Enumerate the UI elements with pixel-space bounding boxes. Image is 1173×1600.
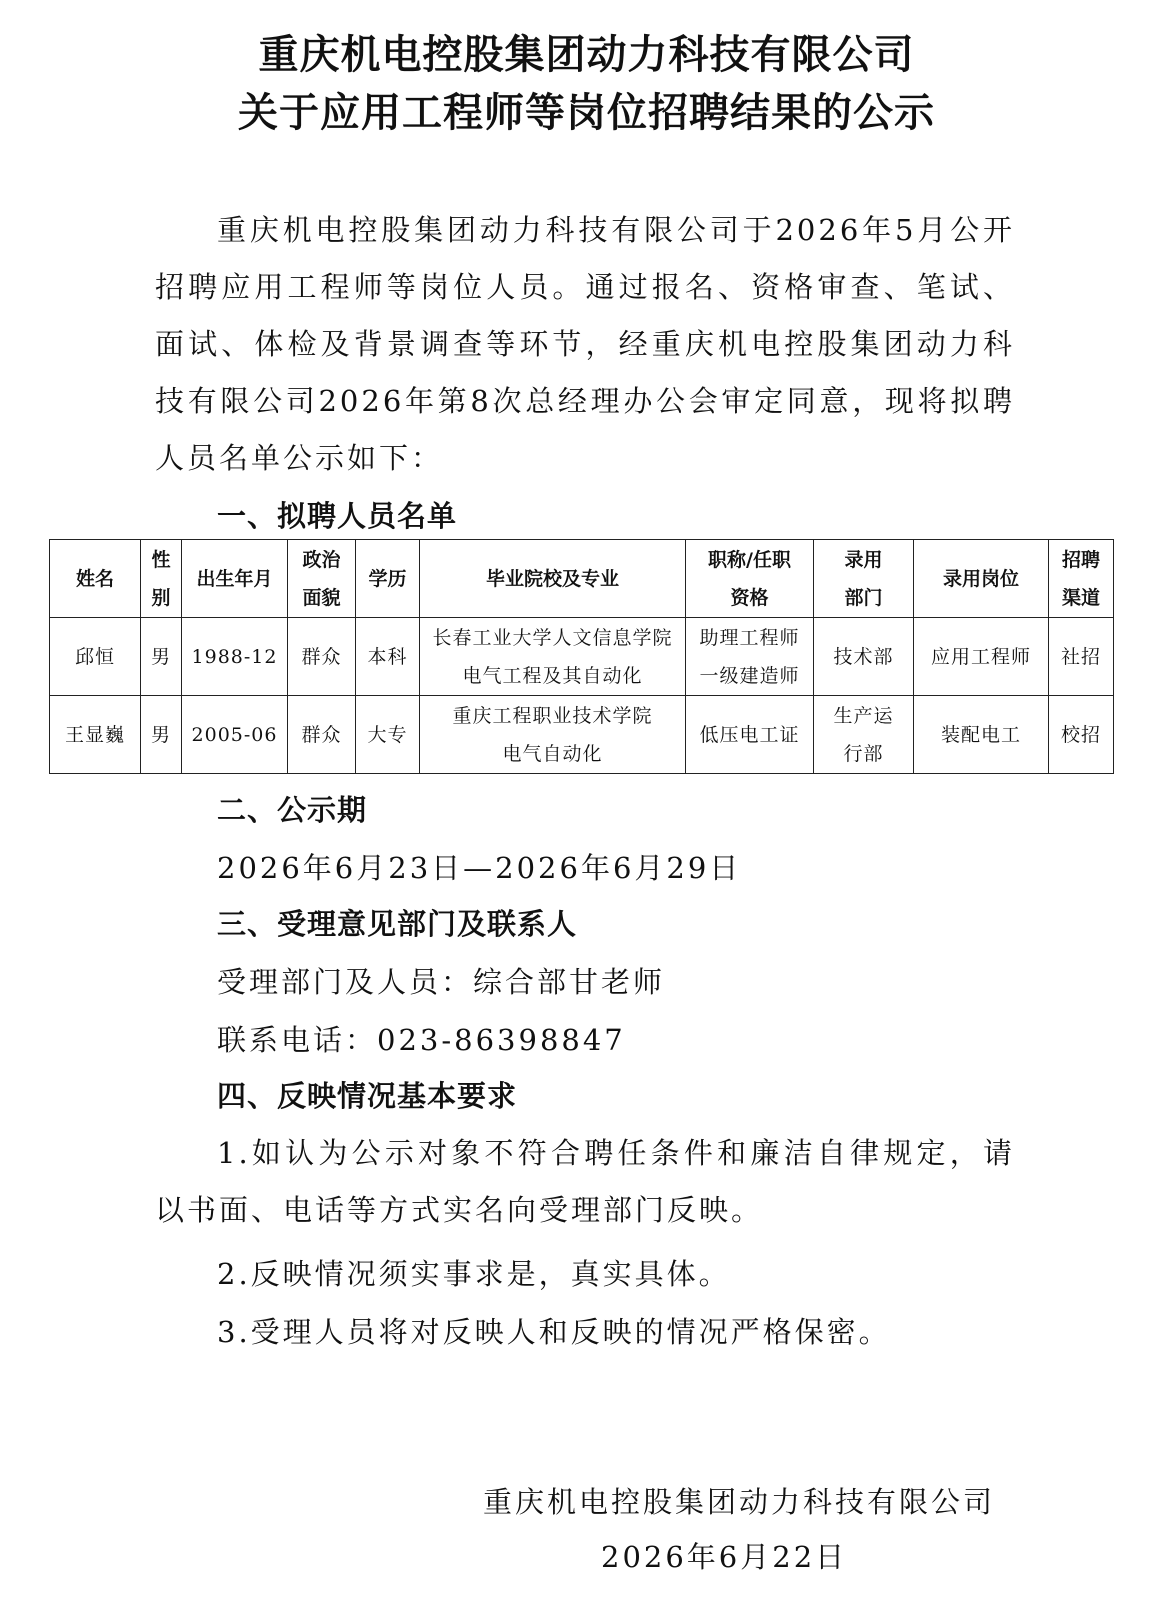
section-heading-contact: 三、受理意见部门及联系人 [217,907,578,941]
header-title: 职称/任职 资格 [686,540,814,618]
header-name: 姓名 [50,540,141,618]
cell-position: 装配电工 [914,696,1049,774]
cell-department: 技术部 [814,618,914,696]
section-heading-period: 二、公示期 [217,793,368,827]
contact-phone: 联系电话：023-86398847 [217,1023,626,1057]
cell-name: 王显巍 [50,696,141,774]
section-heading-roster: 一、拟聘人员名单 [217,499,458,533]
header-birth: 出生年月 [182,540,288,618]
requirement-item-2: 2.反映情况须实事求是，真实具体。 [217,1257,731,1291]
candidate-table [49,539,1114,774]
cell-school: 重庆工程职业技术学院 电气自动化 [420,696,686,774]
table-row [50,696,1114,774]
section-heading-requirements: 四、反映情况基本要求 [217,1079,518,1113]
cell-politics: 群众 [288,696,356,774]
cell-education: 大专 [356,696,420,774]
publicity-period: 2026年6月23日—2026年6月29日 [217,851,742,885]
cell-gender: 男 [141,618,182,696]
cell-channel: 社招 [1049,618,1114,696]
header-school: 毕业院校及专业 [420,540,686,618]
header-channel: 招聘 渠道 [1049,540,1114,618]
header-education: 学历 [356,540,420,618]
header-position: 录用岗位 [914,540,1049,618]
requirement-item-3: 3.受理人员将对反映人和反映的情况严格保密。 [217,1315,891,1349]
requirement-item-1: 1.如认为公示对象不符合聘任条件和廉洁自律规定，请以书面、电话等方式实名向受理部门反映。 [155,1136,1015,1227]
table-row [50,618,1114,696]
signature-date: 2026年6月22日 [601,1540,848,1574]
cell-birth: 2005-06 [182,696,288,774]
cell-school: 长春工业大学人文信息学院 电气工程及其自动化 [420,618,686,696]
signature-company: 重庆机电控股集团动力科技有限公司 [483,1485,996,1519]
header-gender: 性 别 [141,540,182,618]
cell-title: 助理工程师 一级建造师 [686,618,814,696]
cell-channel: 校招 [1049,696,1114,774]
cell-birth: 1988-12 [182,618,288,696]
cell-position: 应用工程师 [914,618,1049,696]
cell-department: 生产运 行部 [814,696,914,774]
cell-education: 本科 [356,618,420,696]
contact-person: 受理部门及人员：综合部甘老师 [217,965,666,999]
document-title-line-1: 重庆机电控股集团动力科技有限公司 [258,32,915,78]
cell-title: 低压电工证 [686,696,814,774]
table-header-row [50,540,1114,618]
document-title-line-2: 关于应用工程师等岗位招聘结果的公示 [238,90,935,136]
cell-gender: 男 [141,696,182,774]
intro-paragraph: 重庆机电控股集团动力科技有限公司于2026年5月公开招聘应用工程师等岗位人员。通过报名、资格审查、笔试、面试、体检及背景调查等环节，经重庆机电控股集团动力科技有限公司2026年第8次总经理办公会审定同意，现将拟聘人员名单公示如下： [155,213,1015,475]
cell-name: 邱恒 [50,618,141,696]
cell-politics: 群众 [288,618,356,696]
header-politics: 政治 面貌 [288,540,356,618]
header-department: 录用 部门 [814,540,914,618]
